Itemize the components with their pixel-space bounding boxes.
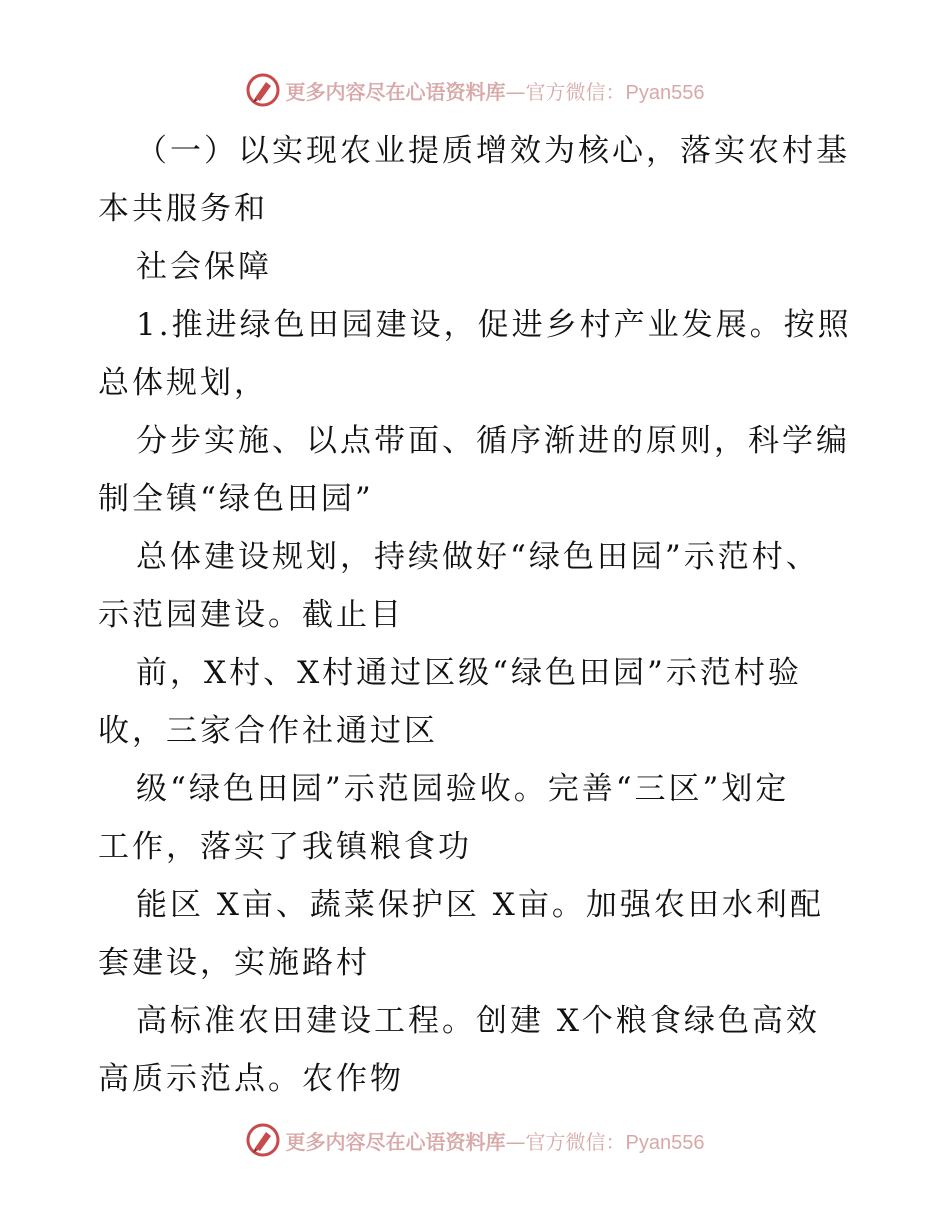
- document-body: [98, 122, 858, 1108]
- watermark-dash: —: [505, 79, 526, 104]
- text-line: 套建设，实施路村: [98, 945, 370, 981]
- footer-watermark: [0, 1120, 950, 1160]
- watermark-account: Pyan556: [625, 1131, 705, 1154]
- header-watermark: [0, 70, 950, 110]
- text-line: 1.推进绿色田园建设，促进乡村产业发展。按照: [136, 307, 852, 343]
- watermark-text: [286, 1126, 705, 1155]
- watermark-dash: —: [505, 1129, 526, 1154]
- text-line: 级“绿色田园”示范园验收。完善“三区”划定: [136, 771, 790, 807]
- text-line: 收，三家合作社通过区: [98, 713, 438, 749]
- text-line: 高质示范点。农作物: [98, 1061, 404, 1097]
- watermark-brand: 更多内容尽在心语资料库: [285, 79, 506, 104]
- text-line: 制全镇“绿色田园”: [98, 481, 374, 517]
- pen-logo-icon: [246, 1123, 280, 1157]
- watermark-wechat-label: 官方微信：: [525, 79, 626, 104]
- watermark-wechat-label: 官方微信：: [525, 1129, 626, 1154]
- text-line: 总体建设规划，持续做好“绿色田园”示范村、: [136, 539, 820, 575]
- watermark-account: Pyan556: [625, 81, 705, 104]
- text-line: 前，X村、X村通过区级“绿色田园”示范村验: [136, 655, 802, 691]
- text-line: 能区 X亩、蔬菜保护区 X亩。加强农田水利配: [136, 887, 824, 923]
- text-line: （一）以实现农业提质增效为核心，落实农村基: [136, 133, 850, 169]
- text-line: 分步实施、以点带面、循序渐进的原则，科学编: [136, 423, 850, 459]
- text-line: 高标准农田建设工程。创建 X个粮食绿色高效: [136, 1003, 820, 1039]
- text-line: 工作，落实了我镇粮食功: [98, 829, 472, 865]
- text-line: 总体规划，: [98, 365, 268, 401]
- watermark-brand: 更多内容尽在心语资料库: [285, 1129, 506, 1154]
- text-line: 本共服务和: [98, 191, 268, 227]
- text-line: 示范园建设。截止目: [98, 597, 404, 633]
- text-line: 社会保障: [136, 249, 272, 285]
- pen-logo-icon: [246, 73, 280, 107]
- watermark-text: [286, 76, 705, 105]
